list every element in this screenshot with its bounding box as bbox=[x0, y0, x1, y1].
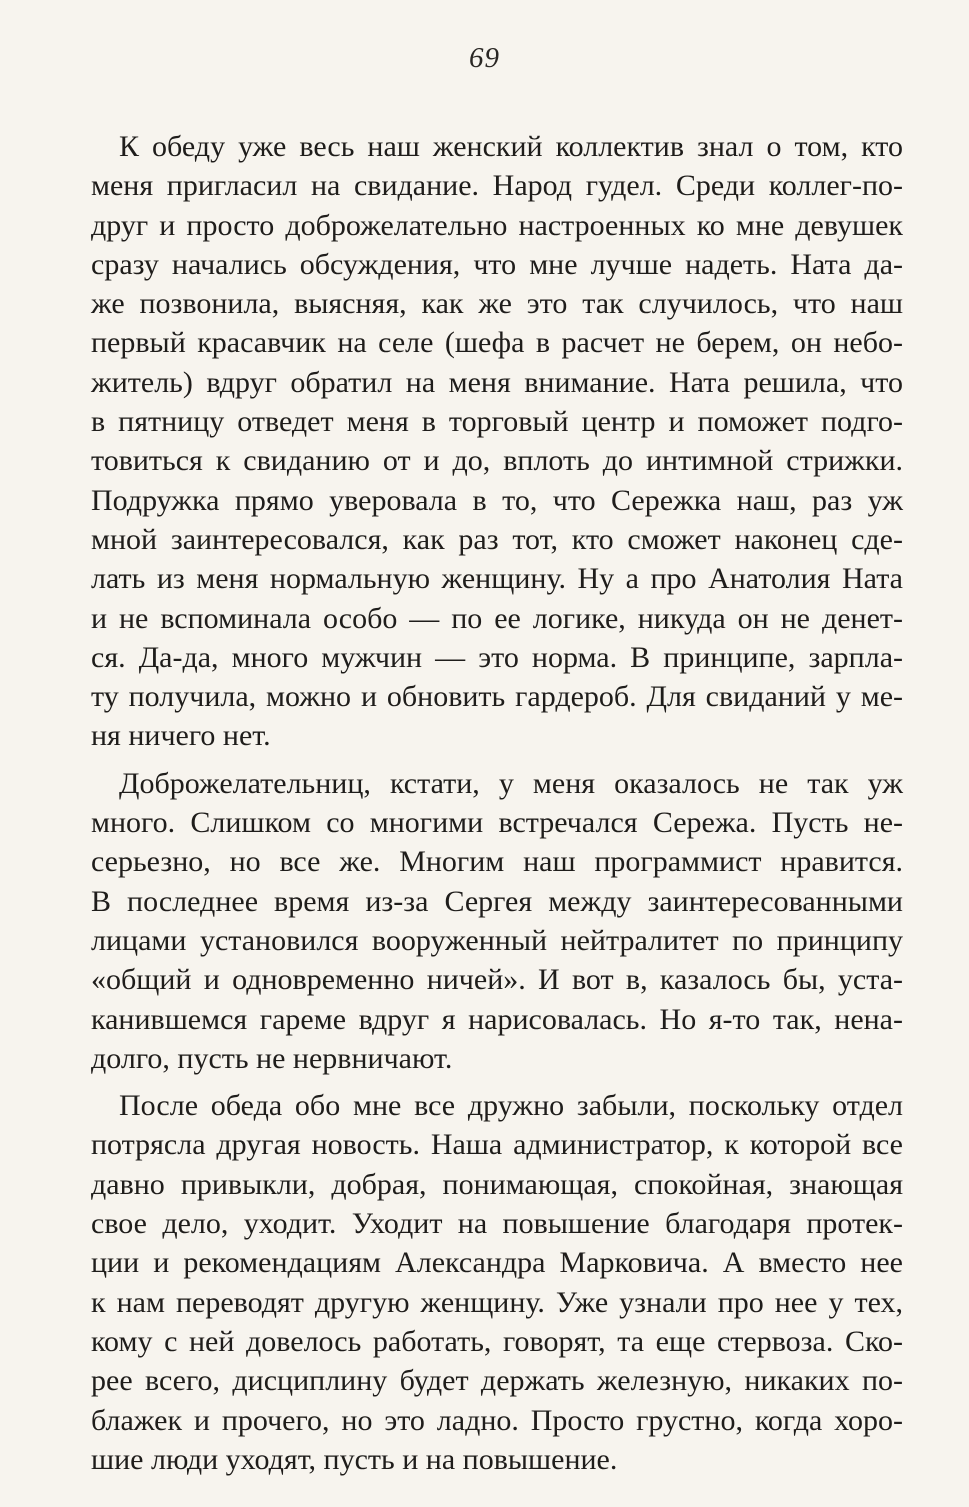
paragraph-2 bbox=[91, 764, 903, 1078]
text-line: первый красавчик на селе (шефа в расчет не берем, он небо- bbox=[91, 326, 903, 360]
page-number: 69 bbox=[469, 42, 500, 74]
text-line: товиться к свиданию от и до, вплоть до интимной стрижки. bbox=[91, 444, 903, 478]
text-line: К обеду уже весь наш женский коллектив знал о том, кто bbox=[119, 130, 903, 163]
text-line: кому с ней довелось работать, говорят, та еще стервоза. Ско- bbox=[91, 1324, 903, 1358]
text-line: давно привыкли, добрая, понимающая, спокойная, знающая bbox=[91, 1167, 903, 1201]
paragraph-gap bbox=[91, 1078, 903, 1086]
text-line: меня пригласил на свидание. Народ гудел. Среди коллег-по- bbox=[91, 169, 903, 203]
text-line: потрясла другая новость. Наша администратор, к которой все bbox=[91, 1128, 903, 1162]
text-line: долго, пусть не нервничают. bbox=[91, 1041, 453, 1075]
text-line: Доброжелательниц, кстати, у меня оказалось не так уж bbox=[119, 766, 903, 800]
text-line: мной заинтересовался, как раз тот, кто сможет наконец сде- bbox=[91, 522, 903, 556]
text-line: После обеда обо мне все дружно забыли, поскольку отдел bbox=[119, 1089, 903, 1123]
text-line: к нам переводят другую женщину. Уже узнали про нее у тех, bbox=[91, 1285, 903, 1319]
paragraph-3 bbox=[91, 1086, 903, 1479]
text-line: друг и просто доброжелательно настроенных ко мне девушек bbox=[91, 208, 903, 242]
paragraph-1 bbox=[91, 127, 903, 756]
text-line: лать из меня нормальную женщину. Ну а про Анатолия Ната bbox=[91, 562, 903, 596]
text-line: же позвонила, выясняя, как же это так случилось, что наш bbox=[91, 287, 903, 321]
text-line: свое дело, уходит. Уходит на повышение благодаря протек- bbox=[91, 1207, 903, 1241]
text-line: канившемся гареме вдруг я нарисовалась. Но я-то так, нена- bbox=[91, 1002, 903, 1036]
text-line: серьезно, но все же. Многим наш программист нравится. bbox=[91, 845, 903, 879]
text-line: ся. Да-да, много мужчин — это норма. В принципе, зарпла- bbox=[91, 640, 903, 674]
text-line: «общий и одновременно ничей». И вот в, казалось бы, уста- bbox=[91, 963, 903, 997]
text-line: шие люди уходят, пусть и на повышение. bbox=[91, 1442, 618, 1476]
paragraph-gap bbox=[91, 756, 903, 764]
text-line: ту получила, можно и обновить гардероб. Для свиданий у ме- bbox=[91, 680, 903, 714]
text-body bbox=[91, 127, 903, 1479]
text-line: и не вспоминала особо — по ее логике, никуда он не денет- bbox=[91, 601, 903, 635]
text-line: в пятницу отведет меня в торговый центр и поможет подго- bbox=[91, 405, 903, 439]
text-line: Подружка прямо уверовала в то, что Сережка наш, раз уж bbox=[91, 483, 903, 517]
text-line: блажек и прочего, но это ладно. Просто грустно, когда хоро- bbox=[91, 1403, 903, 1437]
text-line: В последнее время из-за Сергея между заинтересованными bbox=[91, 884, 903, 918]
text-line: лицами установился вооруженный нейтралитет по принципу bbox=[91, 923, 903, 957]
text-line: много. Слишком со многими встречался Сережа. Пусть не- bbox=[91, 806, 903, 840]
text-line: ции и рекомендациям Александра Марковича. А вместо нее bbox=[91, 1246, 903, 1280]
text-line: ня ничего нет. bbox=[91, 719, 271, 753]
text-line: рее всего, дисциплину будет держать железную, никаких по- bbox=[91, 1364, 903, 1398]
text-line: сразу начались обсуждения, что мне лучше надеть. Ната да- bbox=[91, 247, 903, 281]
text-line: житель) вдруг обратил на меня внимание. Ната решила, что bbox=[91, 365, 903, 399]
